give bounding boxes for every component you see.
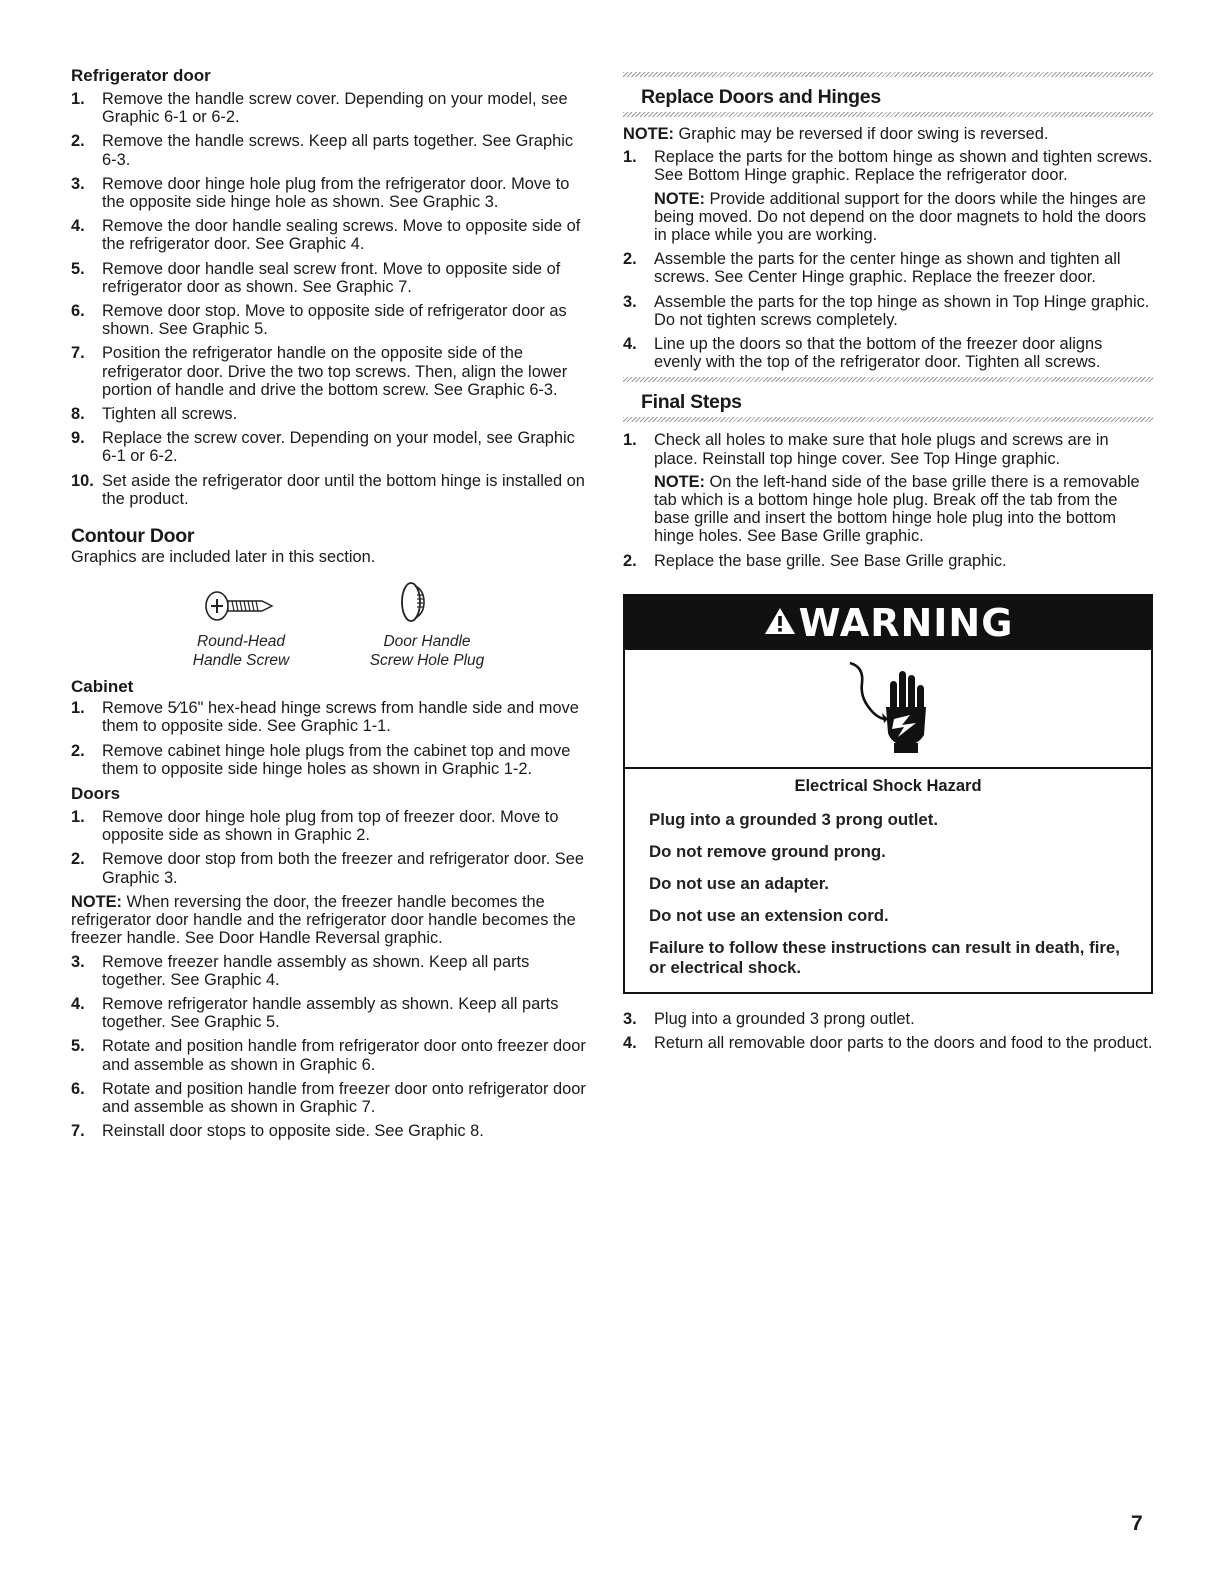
step-number: 1. <box>623 431 637 450</box>
step-number: 7. <box>71 344 85 363</box>
step-text: Replace the screw cover. Depending on your model, see Graphic 6-1 or 6-2. <box>102 429 575 466</box>
doors-note <box>71 893 591 948</box>
screw-hole-plug-caption <box>351 632 503 670</box>
list-item <box>623 1010 1153 1028</box>
step-number: 9. <box>71 429 85 448</box>
step-number: 6. <box>71 1079 85 1098</box>
step-text: Remove door stop from both the freezer and refrigerator door. See Graphic 3. <box>102 850 584 887</box>
final-steps-section-header <box>623 377 1153 422</box>
step-text: Position the refrigerator handle on the opposite side of the refrigerator door. Drive the two top screws. Then, align the lower portion of handle and drive the bottom screw. See Graphic 6-3. <box>102 344 568 399</box>
step-number: 4. <box>623 1034 637 1053</box>
note-text: On the left-hand side of the base grille there is a removable tab which is a bottom hinge hole plug. Break off the tab from the base grille and insert the bottom hinge hole plug into the bottom hinge holes. See Base Grille graphic. <box>654 472 1140 546</box>
note-label: NOTE: <box>71 892 122 911</box>
step-text: Remove door hinge hole plug from top of freezer door. Move to opposite side as shown in Graphic 2. <box>102 808 559 845</box>
list-item <box>71 850 591 886</box>
list-item <box>623 552 1153 570</box>
step-number: 2. <box>71 132 85 151</box>
step-number: 6. <box>71 302 85 321</box>
step-text: Reinstall door stops to opposite side. See Graphic 8. <box>102 1122 484 1141</box>
list-item <box>71 405 591 423</box>
step-text: Remove cabinet hinge hole plugs from the cabinet top and move them to opposite side hinge holes as shown in Graphic 1-2. <box>102 741 571 778</box>
caption-line: Round-Head <box>197 633 285 651</box>
step-text: Rotate and position handle from refrigerator door onto freezer door and assemble as shown in Graphic 6. <box>102 1037 586 1074</box>
hatch-rule <box>623 112 1153 117</box>
list-item <box>623 148 1153 244</box>
note-label: NOTE: <box>623 125 674 143</box>
final-steps-continued <box>623 1010 1153 1052</box>
step-number: 8. <box>71 405 85 424</box>
note-label: NOTE: <box>654 472 705 491</box>
electric-shock-hand-icon <box>846 657 930 760</box>
step-number: 2. <box>71 850 85 869</box>
page-number: 7 <box>1131 1512 1143 1535</box>
step-number: 4. <box>71 217 85 236</box>
step-text: Plug into a grounded 3 prong outlet. <box>654 1009 915 1028</box>
warning-text <box>625 769 1151 992</box>
warning-line: Do not remove ground prong. <box>649 841 886 861</box>
step-text: Remove the handle screw cover. Depending on your model, see Graphic 6-1 or 6-2. <box>102 90 568 127</box>
round-head-screw-icon <box>202 588 280 629</box>
note-text: Provide additional support for the doors while the hinges are being moved. Do not depend on the door magnets to hold the doors in place while you are working. <box>654 189 1147 245</box>
warning-line: Failure to follow these instructions can result in death, fire, or electrical shock. <box>649 937 1120 977</box>
note-text: When reversing the door, the freezer handle becomes the refrigerator door handle and the refrigerator door handle becomes the freezer handle. See Door Handle Reversal graphic. <box>71 892 576 948</box>
list-item <box>623 335 1153 371</box>
step-number: 1. <box>71 699 85 718</box>
list-item <box>71 472 591 508</box>
replace-doors-heading: Replace Doors and Hinges <box>641 86 881 108</box>
list-item <box>71 90 591 126</box>
step-text: Return all removable door parts to the doors and food to the product. <box>654 1034 1153 1053</box>
step-number: 3. <box>623 292 637 311</box>
step-text: Replace the parts for the bottom hinge as shown and tighten screws. See Bottom Hinge graphic. Replace the refrigerator door. <box>654 148 1153 185</box>
step-text: Set aside the refrigerator door until the bottom hinge is installed on the product. <box>102 471 585 508</box>
list-item <box>623 1034 1153 1052</box>
contour-door-heading: Contour Door <box>71 525 195 548</box>
list-item <box>623 293 1153 329</box>
step-number: 5. <box>71 259 85 278</box>
warning-line: Plug into a grounded 3 prong outlet. <box>649 809 938 829</box>
warning-pictogram <box>625 650 1151 769</box>
cabinet-heading: Cabinet <box>71 677 134 697</box>
step-note <box>654 190 1153 245</box>
step-text: Rotate and position handle from freezer door onto refrigerator door and assemble as shown in Graphic 7. <box>102 1079 586 1116</box>
list-item <box>71 302 591 338</box>
warning-line: Do not use an extension cord. <box>649 905 889 925</box>
list-item <box>71 344 591 399</box>
warning-box <box>623 594 1153 994</box>
step-text: Assemble the parts for the top hinge as shown in Top Hinge graphic. Do not tighten screws completely. <box>654 292 1150 329</box>
step-text: Replace the base grille. See Base Grille graphic. <box>654 551 1007 570</box>
step-number: 4. <box>623 335 637 354</box>
list-item <box>71 1122 591 1140</box>
final-steps-heading: Final Steps <box>641 391 742 414</box>
replace-steps <box>623 148 1153 371</box>
step-number: 2. <box>71 741 85 760</box>
step-number: 3. <box>623 1009 637 1028</box>
hazard-title: Electrical Shock Hazard <box>794 776 982 795</box>
list-item <box>71 995 591 1031</box>
list-item <box>71 699 591 735</box>
step-text: Remove the door handle sealing screws. Move to opposite side of the refrigerator door. See Graphic 4. <box>102 217 581 254</box>
refrigerator-door-steps <box>71 90 591 508</box>
step-text: Tighten all screws. <box>102 405 238 424</box>
cabinet-steps <box>71 699 591 778</box>
step-text: Remove the handle screws. Keep all parts together. See Graphic 6-3. <box>102 132 574 169</box>
note-label: NOTE: <box>654 189 705 208</box>
caption-line: Door Handle <box>383 633 471 651</box>
warning-triangle-icon <box>763 601 797 645</box>
step-number: 1. <box>71 90 85 108</box>
note-text: Graphic may be reversed if door swing is reversed. <box>674 125 1049 143</box>
step-text: Check all holes to make sure that hole plugs and screws are in place. Reinstall top hinge cover. See Top Hinge graphic. <box>654 431 1109 468</box>
step-text: Remove freezer handle assembly as shown. Keep all parts together. See Graphic 4. <box>102 952 530 989</box>
list-item <box>71 260 591 296</box>
step-text: Remove door handle seal screw front. Move to opposite side of refrigerator door as shown. See Graphic 7. <box>102 259 561 296</box>
step-number: 3. <box>71 952 85 971</box>
replace-note <box>623 125 1153 143</box>
list-item <box>71 217 591 253</box>
contour-door-figures <box>71 566 591 674</box>
step-number: 7. <box>71 1122 85 1141</box>
warning-title: WARNING <box>798 600 1014 645</box>
caption-line: Screw Hole Plug <box>369 652 485 670</box>
round-head-screw-caption <box>175 632 307 670</box>
doors-heading: Doors <box>71 784 121 804</box>
list-item <box>71 742 591 778</box>
step-number: 10. <box>71 471 94 490</box>
replace-doors-section-header <box>623 72 1153 117</box>
step-text: Remove door stop. Move to opposite side of refrigerator door as shown. See Graphic 5. <box>102 302 567 339</box>
warning-line: Do not use an adapter. <box>649 873 829 893</box>
step-text: Remove refrigerator handle assembly as shown. Keep all parts together. See Graphic 5. <box>102 994 559 1032</box>
step-text: Remove 5⁄16" hex-head hinge screws from handle side and move them to opposite side. See Graphic 1-1. <box>102 699 579 736</box>
list-item <box>71 1080 591 1116</box>
step-number: 1. <box>71 808 85 827</box>
doors-steps <box>71 808 591 887</box>
list-item <box>623 250 1153 286</box>
list-item <box>71 953 591 989</box>
step-number: 2. <box>623 551 637 570</box>
refrigerator-door-heading: Refrigerator door <box>71 66 211 85</box>
list-item <box>623 431 1153 545</box>
right-column <box>623 72 1153 1058</box>
step-number: 1. <box>623 148 637 167</box>
caption-line: Handle Screw <box>192 652 290 670</box>
doors-steps-continued <box>71 953 591 1141</box>
step-number: 2. <box>623 250 637 269</box>
contour-door-intro: Graphics are included later in this section. <box>71 548 376 567</box>
hatch-rule <box>623 417 1153 422</box>
list-item <box>71 808 591 844</box>
left-column <box>71 66 591 1146</box>
step-number: 5. <box>71 1037 85 1056</box>
step-number: 4. <box>71 994 85 1013</box>
final-steps <box>623 431 1153 569</box>
list-item <box>71 175 591 211</box>
list-item <box>71 1037 591 1073</box>
warning-title-bar <box>625 596 1151 650</box>
step-text: Remove door hinge hole plug from the refrigerator door. Move to the opposite side hinge hole as shown. See Graphic 3. <box>102 174 570 212</box>
list-item <box>71 132 591 168</box>
step-text: Assemble the parts for the center hinge as shown and tighten all screws. See Center Hinge graphic. Replace the freezer door. <box>654 250 1121 287</box>
screw-hole-plug-icon <box>397 578 431 633</box>
list-item <box>71 429 591 465</box>
step-text: Line up the doors so that the bottom of the freezer door aligns evenly with the top of the refrigerator door. Tighten all screws. <box>654 335 1103 372</box>
step-note <box>654 473 1153 546</box>
step-number: 3. <box>71 174 85 193</box>
